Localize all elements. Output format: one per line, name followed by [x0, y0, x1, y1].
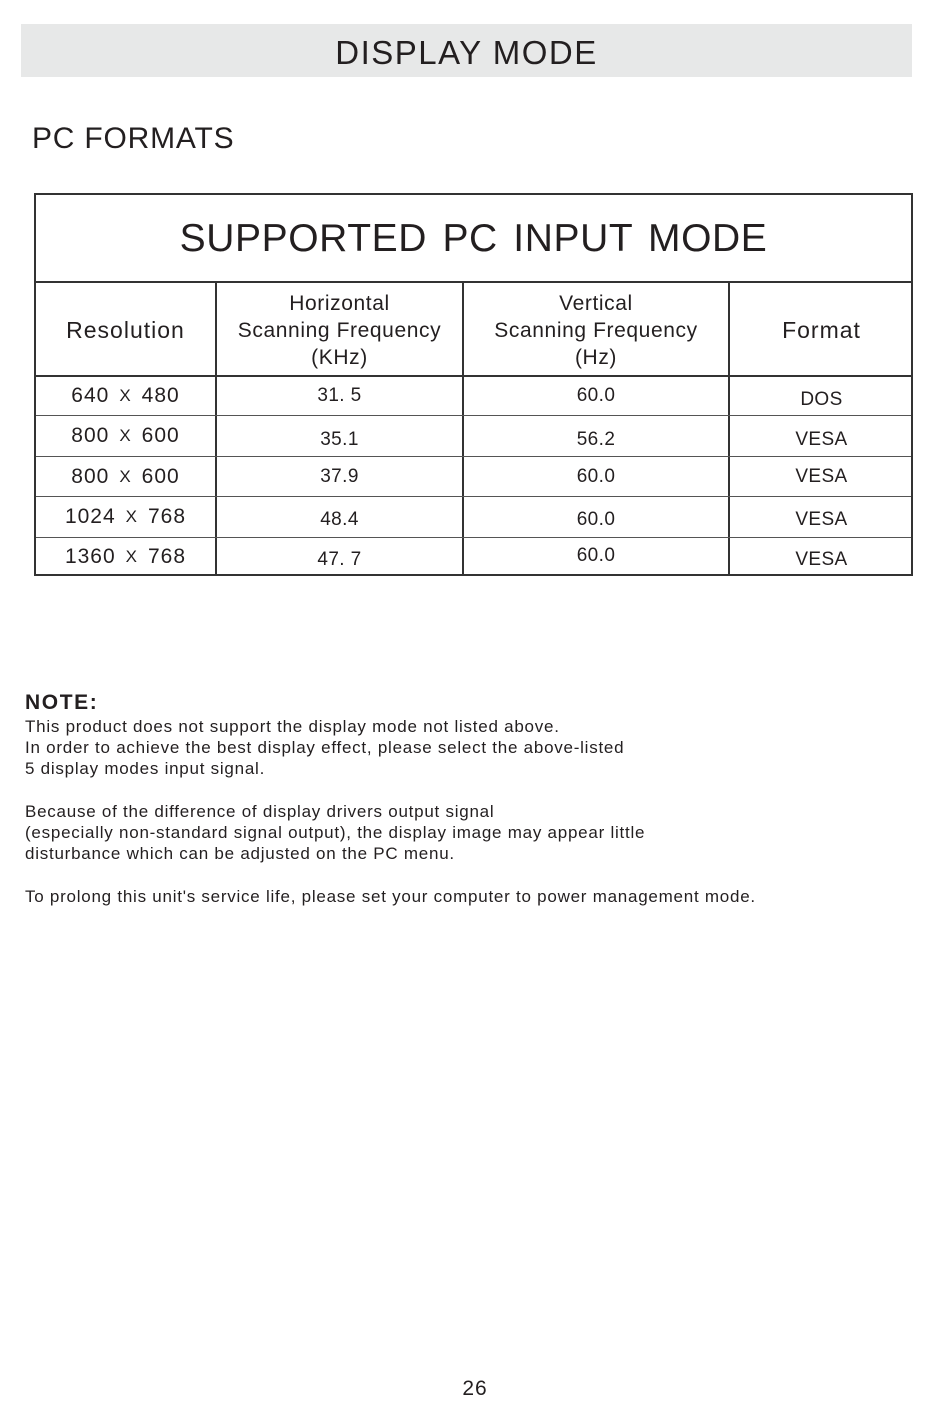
table-row-resolution: [36, 458, 215, 496]
resolution-height: 480: [141, 384, 180, 407]
section-title: PC FORMATS: [32, 122, 235, 155]
header-resolution: [36, 285, 215, 375]
header-horizontal-line3: (KHz): [311, 345, 368, 369]
resolution-separator: X: [125, 507, 138, 526]
header-resolution-label: Resolution: [66, 316, 185, 343]
table-row-hfreq: 35.1: [320, 429, 359, 450]
table-row-format: DOS: [800, 389, 843, 410]
resolution-height: 600: [141, 424, 180, 447]
note-line: To prolong this unit's service life, please set your computer to power management mode.: [25, 887, 756, 906]
table-row-hfreq: 31. 5: [317, 385, 362, 406]
note-line: Because of the difference of display drivers output signal: [25, 802, 495, 821]
pc-input-mode-table: [34, 193, 913, 576]
table-row-vfreq: 60.0: [576, 545, 616, 566]
header-vertical-line3: (Hz): [574, 345, 618, 369]
table-row-format: VESA: [795, 509, 848, 530]
resolution-separator: X: [119, 467, 132, 486]
table-row-vfreq: 60.0: [576, 466, 616, 487]
table-row-format: VESA: [795, 466, 848, 487]
resolution-height: 768: [148, 545, 187, 568]
table-row-vfreq: 60.0: [576, 509, 616, 530]
resolution-width: 640: [71, 384, 110, 407]
table-row-format: VESA: [795, 429, 848, 450]
page-number: 26: [462, 1377, 488, 1400]
table-row-hfreq: 37.9: [320, 466, 359, 487]
note-line: This product does not support the display mode not listed above.: [25, 717, 560, 736]
resolution-separator: X: [119, 386, 132, 405]
page-title: DISPLAY MODE: [335, 33, 598, 71]
table-row-resolution: [36, 416, 215, 456]
table-row-vfreq: 60.0: [576, 385, 616, 406]
resolution-height: 600: [141, 465, 180, 488]
header-format: [730, 285, 913, 375]
table-row-resolution: [36, 497, 215, 537]
header-vertical-line1: Vertical: [559, 291, 633, 315]
resolution-width: 1024: [64, 505, 116, 528]
note-line: (especially non-standard signal output), the display image may appear little: [25, 823, 646, 842]
note-line: 5 display modes input signal.: [25, 759, 266, 778]
note-line: In order to achieve the best display effect, please select the above-listed: [25, 738, 625, 757]
table-title: SUPPORTED PC INPUT MODE: [179, 217, 768, 260]
resolution-separator: X: [125, 547, 138, 566]
header-horizontal: [217, 285, 462, 375]
resolution-height: 768: [148, 505, 187, 528]
header-horizontal-line1: Horizontal: [289, 291, 390, 315]
header-horizontal-line2: Scanning Frequency: [237, 318, 442, 342]
table-row-hfreq: 47. 7: [317, 549, 362, 570]
note-heading: NOTE:: [25, 691, 99, 714]
resolution-width: 800: [71, 424, 110, 447]
header-vertical: [464, 285, 728, 375]
resolution-width: 800: [71, 465, 110, 488]
header-vertical-line2: Scanning Frequency: [494, 318, 698, 342]
header-format-label: Format: [782, 316, 861, 343]
resolution-separator: X: [119, 426, 132, 445]
resolution-width: 1360: [64, 545, 116, 568]
table-title-row: [36, 195, 911, 283]
table-row-vfreq: 56.2: [576, 429, 616, 450]
header-bar: [21, 24, 912, 77]
table-row-format: VESA: [795, 549, 848, 570]
table-row-resolution: [36, 538, 215, 576]
table-row-hfreq: 48.4: [320, 509, 359, 530]
note-line: disturbance which can be adjusted on the PC menu.: [25, 844, 455, 863]
table-row-resolution: [36, 377, 215, 415]
